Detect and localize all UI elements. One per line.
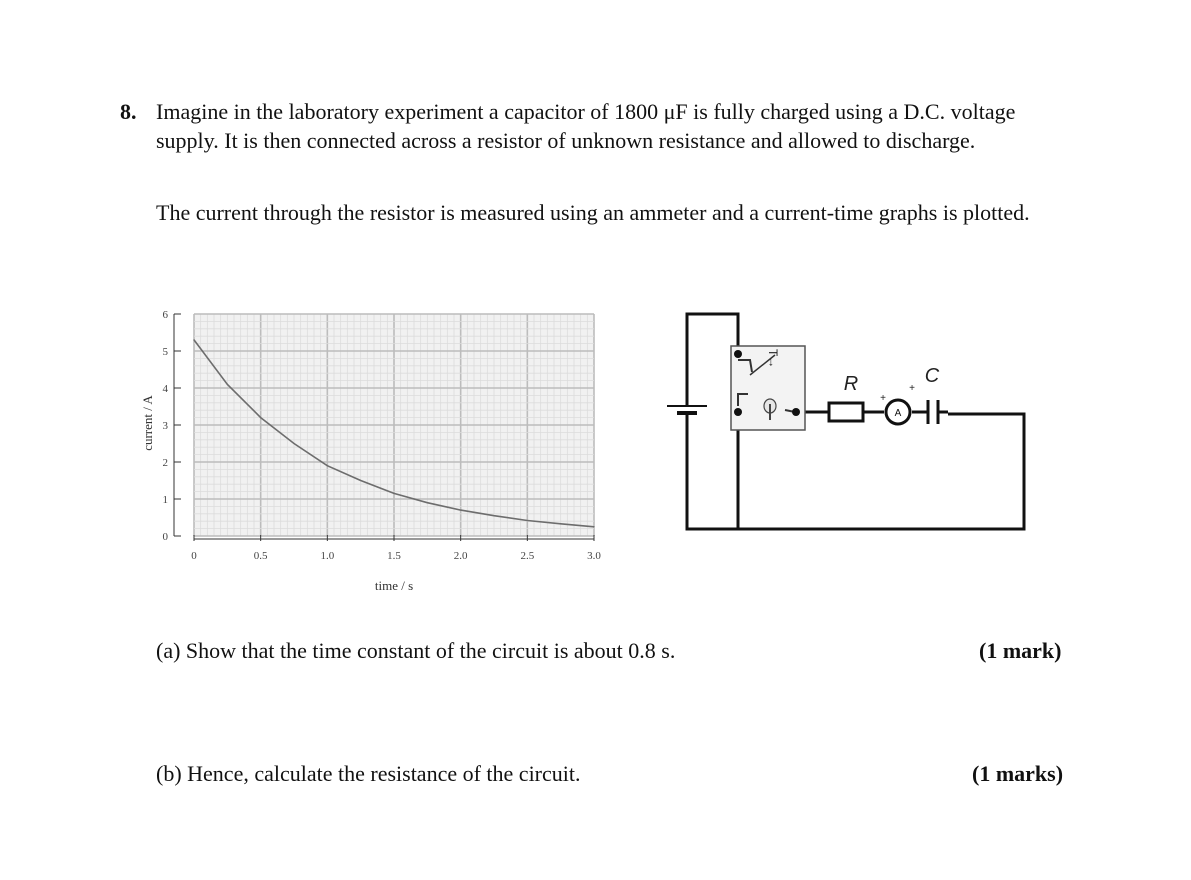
plus-sign-1: + [880, 393, 886, 404]
question-number: 8. [120, 99, 137, 124]
switch-label: T→ [766, 349, 780, 369]
x-tick-label: 2.5 [520, 550, 535, 562]
data-point [227, 384, 228, 385]
chart-grid [194, 314, 594, 536]
x-tick-label: 2.0 [453, 550, 468, 562]
data-point [393, 493, 394, 494]
x-axis-label: time / s [374, 578, 414, 593]
ammeter-symbol [886, 400, 910, 424]
x-tick-label: 0.5 [253, 550, 268, 562]
y-tick-label: 0 [162, 531, 168, 543]
data-point [493, 515, 494, 516]
resistor-symbol [829, 403, 863, 421]
data-point [260, 417, 261, 418]
data-point [293, 443, 294, 444]
x-tick-label: 1.5 [387, 550, 401, 562]
switch-unit [731, 346, 805, 430]
y-tick-label: 3 [162, 420, 168, 432]
circuit-diagram [650, 300, 1050, 545]
x-tick-label: 1.0 [320, 550, 335, 562]
battery-symbol [667, 406, 707, 413]
data-point [527, 520, 528, 521]
plus-sign-2: + [909, 383, 915, 394]
y-axis-label: current / A [140, 395, 155, 451]
part-b-marks: (1 marks) [972, 761, 1064, 786]
part-a-text: (a) Show that the time constant of the circuit is about 0.8 s. [156, 638, 676, 663]
data-point [460, 510, 461, 511]
capacitor-label: C [924, 365, 940, 387]
ammeter-label: A [894, 408, 902, 419]
y-tick-label: 5 [162, 346, 168, 358]
y-tick-label: 1 [162, 494, 168, 506]
data-point [560, 523, 561, 524]
resistor-label: R [843, 373, 859, 395]
data-point [427, 502, 428, 503]
x-tick-label: 0 [191, 550, 197, 562]
capacitor-symbol [928, 400, 948, 424]
data-point [593, 526, 594, 527]
current-time-chart [130, 295, 630, 605]
y-tick-label: 2 [162, 457, 168, 469]
part-b-text: (b) Hence, calculate the resistance of the circuit. [156, 761, 581, 786]
question-paragraph-1: Imagine in the laboratory experiment a capacitor of 1800 μF is fully charged using a D.C. voltage supply. It is then connected across a resistor of unknown resistance and allowed to discharge. [156, 99, 1016, 153]
data-point [193, 339, 194, 340]
part-a-marks: (1 mark) [979, 638, 1062, 663]
data-point [360, 480, 361, 481]
y-tick-label: 6 [162, 309, 168, 321]
question-paragraph-2: The current through the resistor is measured using an ammeter and a current-time graphs is plotted. [156, 200, 1030, 225]
y-tick-label: 4 [162, 383, 168, 395]
x-tick-label: 3.0 [587, 550, 601, 562]
data-point [327, 465, 328, 466]
